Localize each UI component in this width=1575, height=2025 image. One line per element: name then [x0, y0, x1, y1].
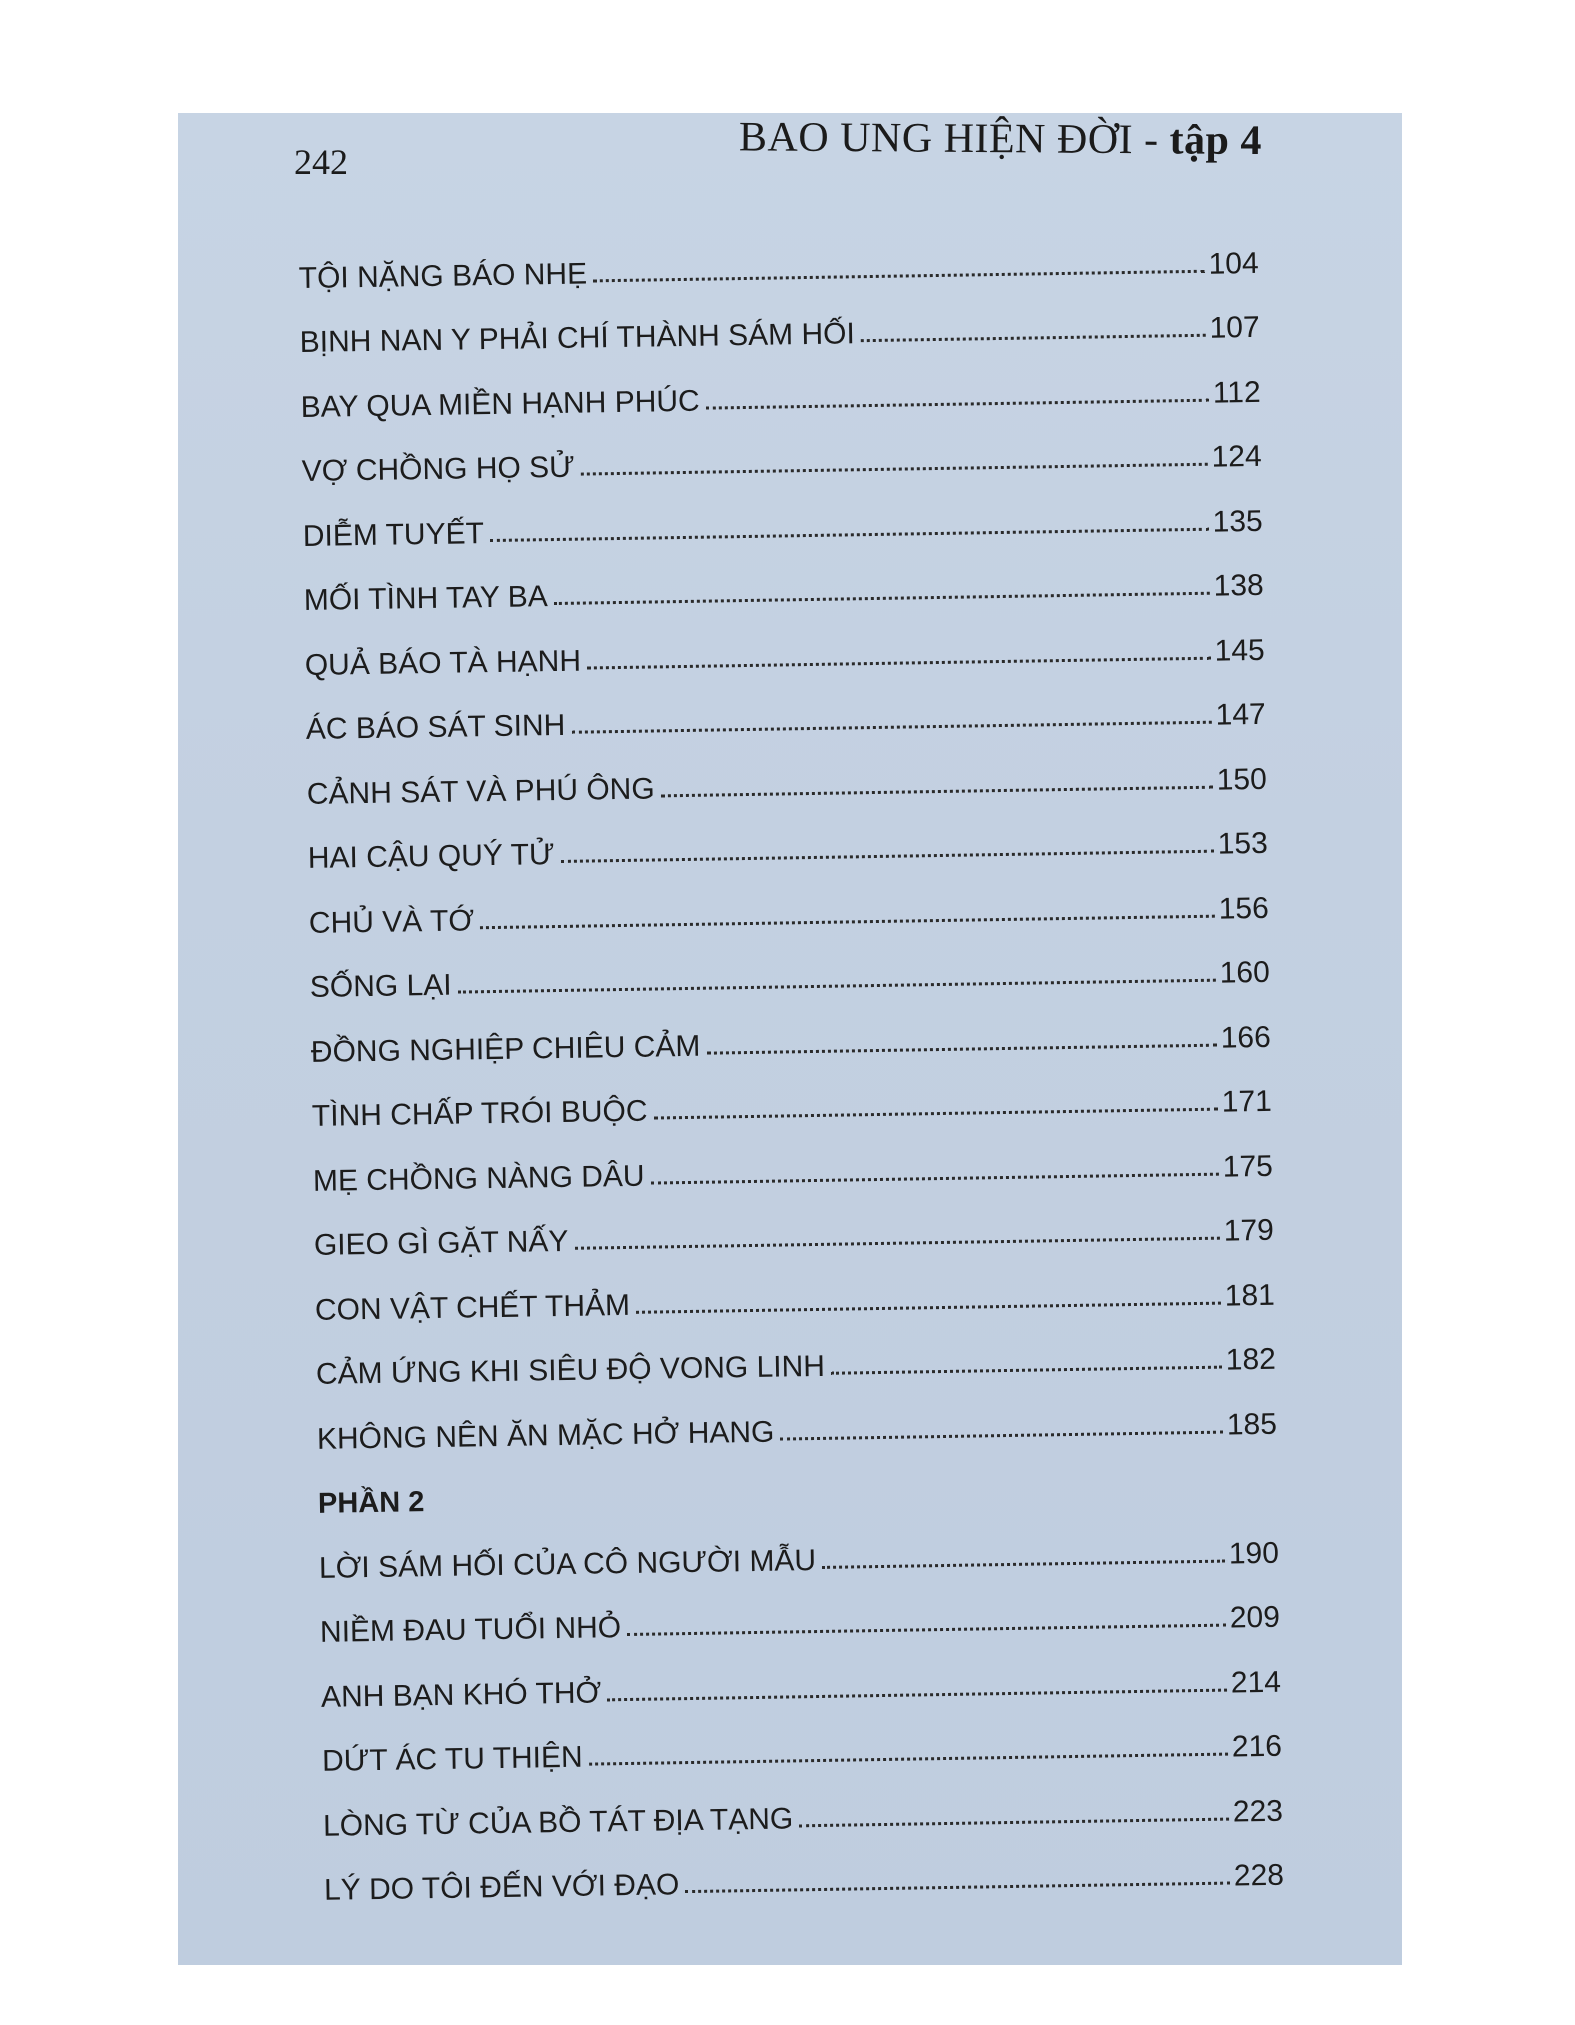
running-header-volume: tập 4	[1169, 117, 1263, 164]
toc-entry-title: DỨT ÁC TU THIỆN	[321, 1740, 583, 1778]
toc-entry-title: SỐNG LẠI	[309, 968, 452, 1004]
toc-entry-title: LÒNG TỪ CỦA BỒ TÁT ĐỊA TẠNG	[322, 1801, 794, 1843]
dot-leader	[607, 1687, 1227, 1701]
dot-leader	[581, 462, 1208, 476]
dot-leader	[593, 268, 1205, 282]
dot-leader	[636, 1300, 1221, 1313]
toc-entry-title: ĐỒNG NGHIỆP CHIÊU CẢM	[310, 1029, 701, 1069]
dot-leader	[571, 720, 1211, 734]
toc-entry-page: 107	[1209, 310, 1260, 345]
running-header-main: BAO UNG HIỆN ĐỜI -	[738, 114, 1170, 164]
dot-leader	[706, 1042, 1216, 1054]
toc-entry-page: 166	[1220, 1020, 1272, 1055]
toc-entry-page: 150	[1216, 762, 1267, 797]
toc-entry-page: 112	[1212, 375, 1261, 410]
toc-entry-page: 145	[1214, 633, 1265, 668]
dot-leader	[589, 1752, 1228, 1766]
toc-entry-title: ÁC BÁO SÁT SINH	[305, 708, 566, 746]
dot-leader	[480, 913, 1215, 929]
toc-entry-title: MỐI TÌNH TAY BA	[303, 580, 548, 617]
toc-entry-title: NIỀM ĐAU TUỔI NHỎ	[319, 1611, 622, 1649]
toc-part-2	[318, 1506, 1284, 1908]
toc-entry-page: 181	[1224, 1278, 1276, 1313]
toc-entry-page: 223	[1232, 1794, 1284, 1829]
toc-entry-page: 135	[1212, 504, 1263, 539]
toc-entry	[323, 1828, 1284, 1908]
dot-leader	[574, 1236, 1219, 1250]
dot-leader	[706, 397, 1209, 409]
toc-entry-title: QUẢ BÁO TÀ HẠNH	[304, 644, 582, 682]
dot-leader	[780, 1429, 1223, 1440]
toc-entry-page: 156	[1218, 891, 1270, 926]
toc-entry-page: 124	[1211, 439, 1262, 474]
toc-entry-title: KHÔNG NÊN ĂN MẶC HỞ HANG	[316, 1415, 775, 1456]
toc-entry-title: TÌNH CHẤP TRÓI BUỘC	[311, 1094, 648, 1133]
toc-entry-page: 179	[1223, 1213, 1275, 1248]
toc-entry-page: 153	[1217, 826, 1268, 861]
toc-entry-title: CẢM ỨNG KHI SIÊU ĐỘ VONG LINH	[315, 1349, 826, 1391]
dot-leader	[661, 784, 1213, 797]
dot-leader	[831, 1365, 1222, 1375]
dot-leader	[654, 1107, 1218, 1120]
toc-entry-page: 185	[1226, 1407, 1278, 1442]
toc-entry-page: 138	[1213, 568, 1264, 603]
toc-entry-title: MẸ CHỒNG NÀNG DÂU	[312, 1159, 645, 1198]
dot-leader	[651, 1171, 1219, 1184]
toc-entry-title: DIỄM TUYẾT	[302, 516, 485, 553]
toc-entry-title: CHỦ VÀ TỚ	[308, 903, 475, 940]
toc-entry-page: 175	[1222, 1149, 1274, 1184]
toc-entry-page: 182	[1225, 1342, 1277, 1377]
toc-entry-page: 160	[1219, 955, 1271, 990]
toc-entry-title: CẢNH SÁT VÀ PHÚ ÔNG	[306, 771, 655, 811]
table-of-contents	[298, 216, 1284, 1908]
book-page	[178, 113, 1402, 1965]
toc-entry-title: BAY QUA MIỀN HẠNH PHÚC	[300, 384, 700, 424]
toc-entry-title: LÝ DO TÔI ĐẾN VỚI ĐẠO	[323, 1868, 680, 1907]
section-heading-part-2: PHẦN 2	[317, 1486, 425, 1520]
toc-entry-page: 214	[1230, 1665, 1282, 1700]
toc-entry-title: HAI CẬU QUÝ TỬ	[307, 838, 555, 875]
dot-leader	[490, 526, 1209, 541]
toc-entry-page: 147	[1215, 697, 1266, 732]
toc-entry-page: 190	[1228, 1536, 1280, 1571]
toc-entry-page: 228	[1233, 1858, 1285, 1893]
toc-entry-title: CON VẬT CHẾT THẢM	[314, 1288, 631, 1327]
toc-entry-page: 171	[1221, 1084, 1273, 1119]
dot-leader	[799, 1816, 1229, 1827]
toc-entry-title: LỜI SÁM HỐI CỦA CÔ NGƯỜI MẪU	[318, 1543, 817, 1585]
dot-leader	[561, 849, 1214, 863]
dot-leader	[458, 978, 1216, 994]
toc-entry-title: GIEO GÌ GẶT NẤY	[313, 1224, 569, 1262]
page-number: 242	[294, 142, 348, 182]
toc-entry-page: 216	[1231, 1729, 1283, 1764]
dot-leader	[822, 1558, 1225, 1568]
toc-entry-title: ANH BẠN KHÓ THỞ	[320, 1675, 602, 1714]
dot-leader	[861, 333, 1206, 342]
dot-leader	[587, 655, 1211, 669]
toc-entry-title: BỊNH NAN Y PHẢI CHÍ THÀNH SÁM HỐI	[299, 317, 856, 359]
toc-entry-page: 104	[1208, 246, 1259, 281]
dot-leader	[685, 1881, 1230, 1894]
toc-entry-title: TỘI NẶNG BÁO NHẸ	[298, 256, 588, 295]
dot-leader	[627, 1623, 1226, 1636]
toc-entry-page: 209	[1229, 1600, 1281, 1635]
toc-part-1	[298, 216, 1277, 1456]
dot-leader	[554, 591, 1210, 605]
running-header-title	[739, 113, 1262, 165]
toc-entry-title: VỢ CHỒNG HỌ SỬ	[301, 450, 576, 488]
